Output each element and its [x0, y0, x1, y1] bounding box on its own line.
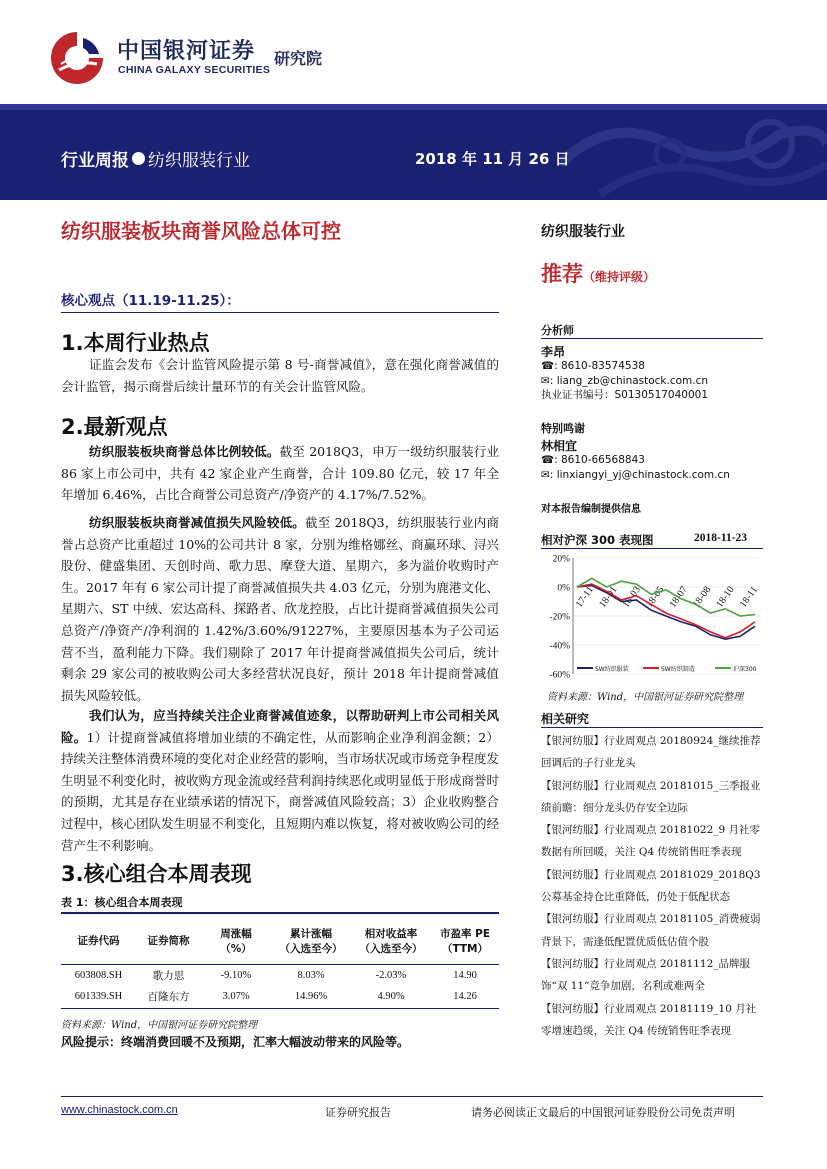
related-item[interactable]: 【银河纺服】行业周观点 20181105_消费疲弱背景下，需逢低配置优质低估值个股 [541, 913, 761, 948]
related-item[interactable]: 【银河纺服】行业周观点 20181015_三季报业绩前瞻：细分龙头仍存安全边际 [541, 779, 761, 814]
y-tick-label: -20% [549, 612, 570, 623]
x-tick-label: 18-03 [620, 584, 644, 610]
portfolio-table [61, 918, 499, 1009]
y-tick-label: 0% [557, 583, 570, 594]
col-week: 周涨幅 （%） [220, 927, 252, 955]
bullet-icon [132, 152, 145, 165]
section-1-paragraph: 证监会发布《会计监管风险提示第 8 号-商誉减值》，意在强化商誉减值的会计监管，揭示商誉后续计量环节的有关会计监管风险。 [61, 357, 499, 394]
table-cell: 歌力思 [152, 969, 185, 982]
thanks-phone-row: ☎: 8610-66568843 [541, 454, 645, 466]
analyst-contact [541, 359, 708, 403]
legend-label: 沪深300 [733, 666, 757, 673]
core-viewpoint-heading: 核心观点（11.19-11.25）： [61, 293, 240, 309]
thanks-name: 林相宜 [541, 439, 578, 453]
section-1-title: 1.本周行业热点 [61, 331, 210, 355]
section-2-paragraph-3: 我们认为，应当持续关注企业商誉减值迹象，以帮助研判上市公司相关风险。1）计提商誉减值将增加业绩的不确定性，从而影响企业净利润金额；2）持续关注整体消费环境的变化对企业经营的影响，当市场状况或市场竞争程度发生明显不利变化时，被收购方现金流或经营利润持续恶化或明显低于形成商誉时的预期，尤其是存在业绩承诺的情况下，商誉减值风险较高；3）企业收购整合过程中，核心团队发生明显不利变化，且短期内难以恢复，将对被收购公司的经营产生不利影响。 [61, 708, 499, 853]
x-tick-label: 18-01 [597, 584, 620, 610]
core-rule [61, 312, 499, 313]
chart-date: 2018-11-23 [694, 532, 748, 544]
y-tick-label: 20% [552, 554, 570, 565]
analyst-name: 李昂 [541, 345, 566, 359]
related-item[interactable]: 【银河纺服】行业周观点 20181112_品牌服饰“双 11”竞争加剧，名利或难两全 [541, 957, 751, 993]
table-cell: 百隆东方 [147, 991, 190, 1004]
table-top-rule [61, 912, 499, 914]
related-item[interactable]: 【银河纺服】行业周观点 20181022_9 月社零数据有所回暖，关注 Q4 传统销售旺季表现 [541, 824, 761, 859]
related-item[interactable]: 【银河纺服】行业周观点 20180924_继续推荐回调后的子行业龙头 [541, 735, 761, 770]
table-caption: 表 1：核心组合本周表现 [61, 896, 183, 909]
related-item[interactable]: 【银河纺服】行业周观点 20181119_10 月社零增速趋缓，关注 Q4 传统销售旺季表现 [541, 1002, 757, 1037]
related-list [541, 730, 763, 1042]
analyst-email-row: ✉: liang_zb@chinastock.com.cn [541, 374, 709, 387]
footer-center: 证券研究报告 [325, 1106, 391, 1119]
chart-source: 资料来源：Wind，中国银河证券研究院整理 [547, 692, 744, 703]
legend-label: SW纺织服装 [595, 666, 629, 673]
x-tick-label: 18-11 [737, 584, 761, 610]
chart-title: 相对沪深 300 表现图 [541, 533, 654, 547]
related-rule [541, 727, 763, 728]
table-cell: 3.07% [222, 991, 250, 1003]
footer-rule [61, 1096, 763, 1097]
x-tick-label: 18-05 [644, 584, 667, 610]
x-tick-label: 18-08 [690, 584, 714, 610]
thanks-note: 对本报告编制提供信息 [541, 504, 641, 515]
footer-url[interactable]: www.chinastock.com.cn [61, 1104, 178, 1116]
y-tick-label: -40% [549, 641, 570, 652]
section-2-paragraph-2: 纺织服装板块商誉减值损失风险较低。截至 2018Q3，纺织服装行业内商誉占总资产比重超过 10%的公司共计 8 家，分别为维格娜丝、商赢环球、浔兴股份、健盛集团、天创时尚、歌力思、摩登大道、星期六，多为溢价收购时产生。2017 年有 6 家公司计提了商誉减值损失共 4.03 亿元，分别为鹿港文化、星期六、ST 中绒、宏达高科、探路者、欣龙控股，占比计提商誉减值损失公司总资产/净资产/净利润的 1.42%/3.60%/91227%，主要原因基本为子公司运营不当，盈利能力下降。我们剔除了 2017 年计提商誉减值损失公司后，统计剩余 29 家公司的被收购公司大多经营状况良好，预计 2018 年计提商誉减值损失风险较低。 [61, 515, 499, 703]
table-cell: 8.03% [297, 969, 325, 981]
section-3-title: 3.核心组合本周表现 [61, 862, 252, 886]
table-cell: 603808.SH [74, 969, 123, 981]
report-type: 行业周报 [61, 151, 129, 171]
table-cell: 601339.SH [74, 991, 123, 1003]
table-source: 资料来源：Wind，中国银河证券研究院整理 [61, 1020, 258, 1031]
company-logo-mark [49, 30, 105, 86]
table-cell: 14.96% [294, 991, 328, 1003]
banner-report-info [61, 146, 250, 171]
x-tick-label: 18-10 [714, 584, 737, 610]
y-tick-label: -60% [549, 670, 570, 681]
analyst-phone-row: ☎: 8610-83574538 [541, 360, 645, 372]
footer-disclaimer: 请务必阅读正文最后的中国银河证券股份公司免责声明 [471, 1106, 735, 1119]
col-relative: 相对收益率 （入选至今） [359, 927, 423, 955]
legend-label: SW纺织制造 [661, 666, 695, 673]
risk-warning: 风险提示：终端消费回暖不及预期，汇率大幅波动带来的风险等。 [61, 1035, 410, 1049]
email-icon: ✉ [541, 374, 550, 387]
rating-block [541, 258, 655, 288]
chart-rule [541, 548, 763, 549]
table-header-row [61, 918, 499, 964]
table-cell: 14.90 [453, 969, 477, 981]
table-row [61, 964, 499, 986]
report-industry: 纺织服装行业 [148, 151, 250, 171]
sidebar-industry: 纺织服装行业 [541, 224, 625, 240]
rating-value: 推荐 [541, 262, 583, 286]
related-heading: 相关研究 [541, 712, 590, 726]
table-row [61, 986, 499, 1008]
rating-note: （维持评级） [583, 270, 656, 284]
table-cell: 4.90% [377, 991, 405, 1003]
section-2-title: 2.最新观点 [61, 415, 168, 439]
phone-icon: ☎ [541, 454, 555, 466]
x-tick-label: 18-07 [667, 584, 690, 610]
col-pe: 市盈率 PE （TTM） [439, 927, 491, 955]
section-2-paragraph-1: 纺织服装板块商誉总体比例较低。截至 2018Q3，申万一级纺织服装行业 86 家上市公司中，共有 42 家企业产生商誉，合计 109.80 亿元，较 17 年全年增加 6.46%，占比合商誉公司总资产/净资产的 4.17%/7.52%。 [61, 444, 499, 503]
banner-top-strip [0, 104, 827, 110]
table-cell: 14.26 [453, 991, 477, 1003]
email-icon: ✉ [541, 468, 550, 481]
col-code: 证券代码 [77, 935, 120, 948]
performance-chart [535, 552, 765, 682]
x-tick-label: 17-11 [573, 584, 597, 610]
analyst-heading: 分析师 [541, 324, 574, 337]
thanks-email-row: ✉: linxiangyi_yj@chinastock.com.cn [541, 468, 730, 481]
company-name-en: CHINA GALAXY SECURITIES [118, 64, 271, 76]
col-name: 证券简称 [147, 935, 190, 948]
report-title: 纺织服装板块商誉风险总体可控 [61, 219, 341, 243]
thanks-contact [541, 453, 730, 482]
analyst-rule [541, 338, 763, 339]
thanks-heading: 特别鸣谢 [541, 422, 585, 435]
table-cell: -2.03% [375, 969, 407, 981]
phone-icon: ☎ [541, 360, 555, 372]
analyst-cert: 执业证书编号：S0130517040001 [541, 389, 709, 401]
table-cell: -9.10% [220, 969, 252, 981]
related-item[interactable]: 【银河纺服】行业周观点 20181029_2018Q3 公募基金持仓比重降低，仍处于低配状态 [541, 868, 761, 904]
col-cum: 累计涨幅 （入选至今） [279, 927, 343, 955]
research-dept: 研究院 [274, 49, 323, 68]
company-name-cn: 中国银河证券 [117, 39, 256, 64]
report-date: 2018 年 11 月 26 日 [415, 150, 570, 168]
